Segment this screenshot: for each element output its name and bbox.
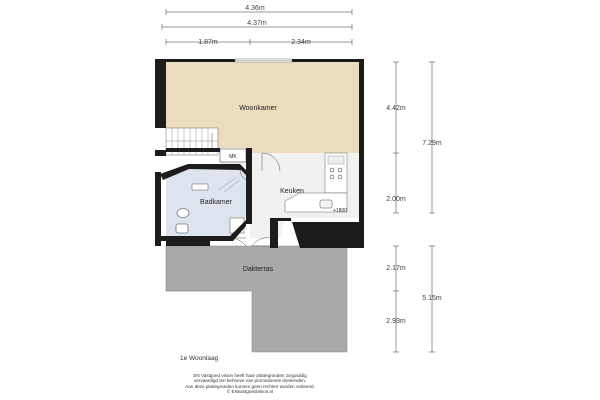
- room-label-woonkamer: Woonkamer: [239, 105, 277, 112]
- room-label-dakterras: Dakterras: [242, 266, 274, 273]
- dim-total-upper: 7.29m: [422, 140, 442, 147]
- disclaimer-line: EN Vastgoed vision heeft haar plattegronden zorgvuldig: [193, 373, 307, 378]
- dim-overall-b: 4.37m: [247, 20, 267, 27]
- dim-overall-a: 4.36m: [245, 5, 265, 12]
- disclaimer-line: Aan deze plattegronden kunnen geen rechten worden ontleend.: [185, 383, 315, 389]
- room-label-keuken: Keuken: [280, 188, 304, 195]
- dim-left-segment: 1.87m: [198, 39, 218, 46]
- disclaimer-line: © ENvastgoedvision.nl: [226, 389, 274, 395]
- dim-total-terras: 5.15m: [422, 295, 442, 302]
- dim-woonkamer-height: 4.42m: [386, 105, 406, 112]
- toilet-icon: [176, 224, 188, 233]
- disclaimer: [150, 373, 350, 395]
- disclaimer-line: vervaardigd ten behoeve van promotionele doeleinden.: [193, 378, 307, 384]
- washbasin-icon: [177, 209, 189, 218]
- dim-keuken-height: 2.00m: [386, 196, 406, 203]
- dim-terras-lower: 2.93m: [386, 318, 406, 325]
- appliance-label: +1800: [332, 208, 348, 214]
- dim-terras-upper: 2.17m: [386, 265, 406, 272]
- room-label-badkamer: Badkamer: [200, 199, 232, 206]
- floor-label: 1e Woonlaag: [180, 355, 219, 362]
- room-label-mk: MK: [229, 154, 237, 160]
- dim-right-segment: 2.34m: [291, 39, 311, 46]
- terrace-area: [166, 246, 347, 352]
- top-dimensions: [162, 9, 352, 45]
- windows: [235, 59, 292, 62]
- sink-icon: [320, 200, 332, 208]
